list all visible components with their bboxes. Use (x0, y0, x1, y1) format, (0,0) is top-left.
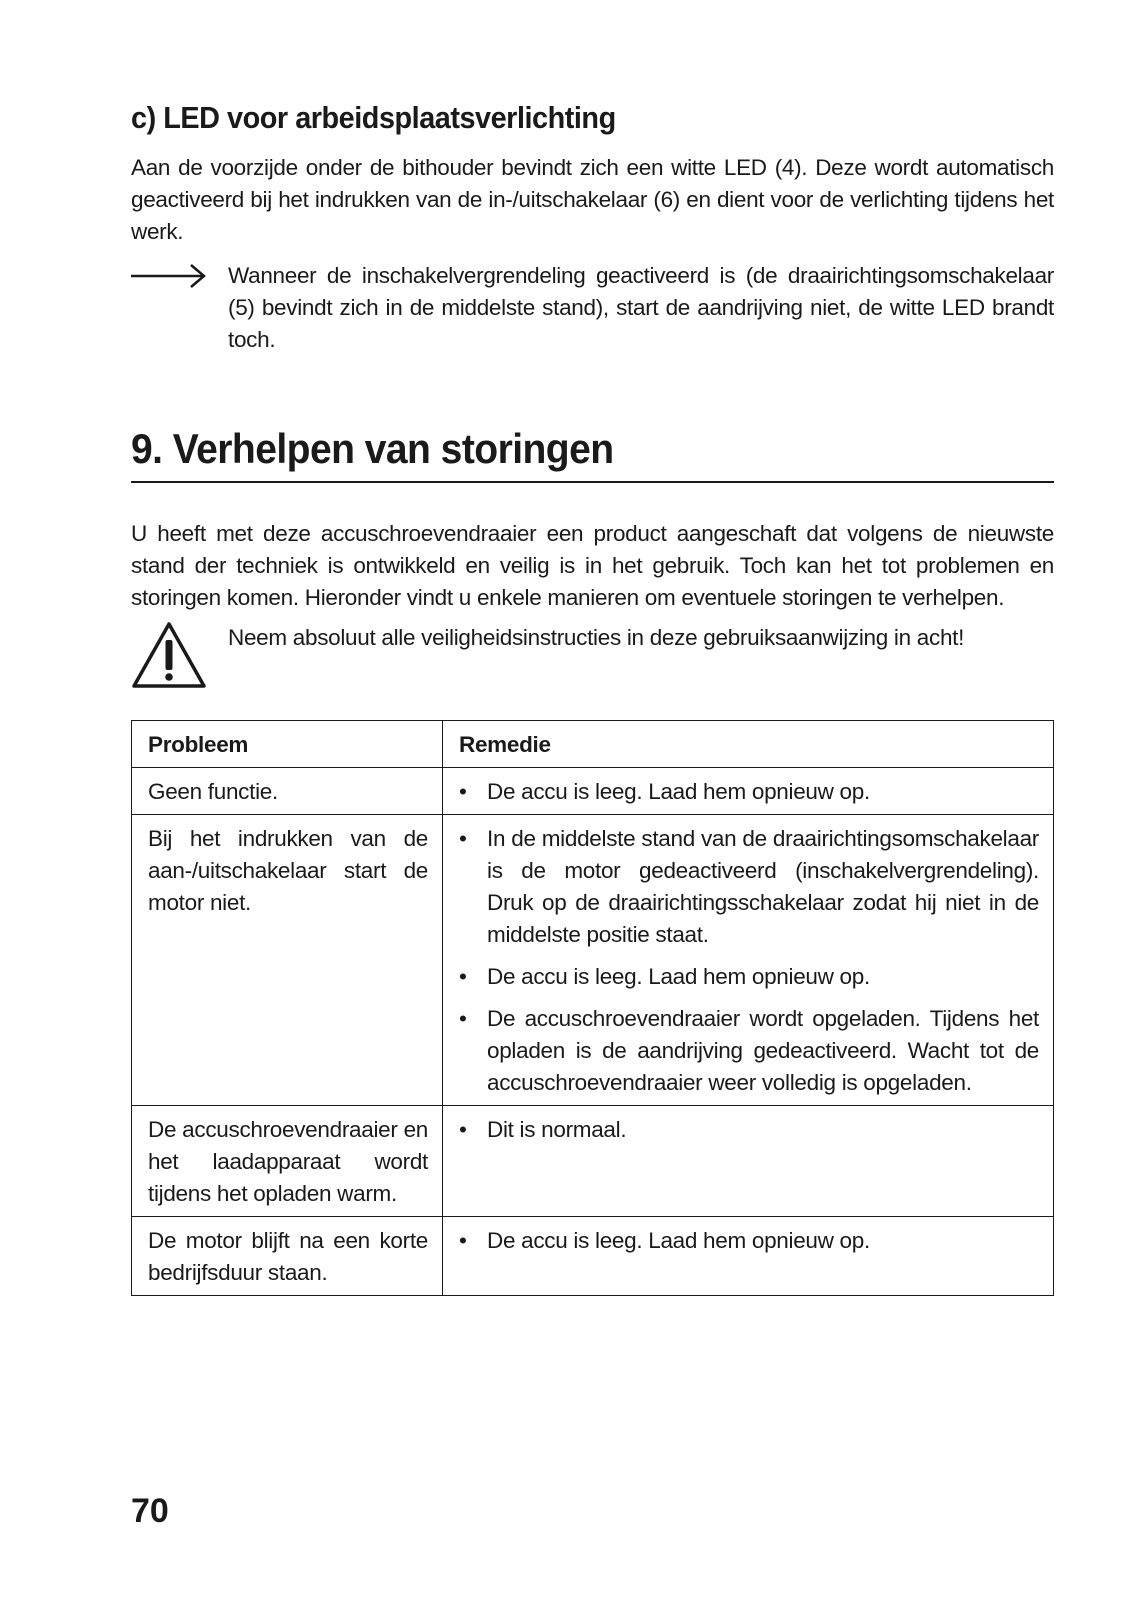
table-header-row (132, 721, 1054, 768)
column-header-remedy: Remedie (443, 721, 1054, 768)
remedy-item: • De accu is leeg. Laad hem opnieuw op. (459, 961, 1039, 993)
note-text: Wanneer de inschakelvergrendeling geactiveerd is (de draairichtingsomschakelaar (5) bevindt zich in de middelste stand), start de aandrijving niet, de witte LED brandt toch. (228, 263, 1054, 352)
remedy-list (459, 1225, 1039, 1257)
remedy-item: • Dit is normaal. (459, 1114, 1039, 1146)
problem-cell: Geen functie. (132, 768, 443, 815)
remedy-list (459, 776, 1039, 808)
section-9-intro: U heeft met deze accuschroevendraaier een product aangeschaft dat volgens de nieuwste stand der techniek is ontwikkeld en veilig is in het gebruik. Toch kan het tot problemen en storingen komen. Hieronder vindt u enkele manieren om eventuele storingen te verhelpen. (131, 521, 1054, 610)
problem-cell: Bij het indrukken van de aan-/uitschakelaar start de motor niet. (132, 815, 443, 1106)
section-c-paragraph: Aan de voorzijde onder de bithouder bevindt zich een witte LED (4). Deze wordt automatisch geactiveerd bij het indrukken van de in-/uitschakelaar (6) en dient voor de verlichting tijdens het werk. (131, 155, 1054, 244)
table-row (132, 768, 1054, 815)
warning-block (131, 620, 1054, 690)
section-9-heading (131, 425, 1054, 483)
problem-cell: De accuschroevendraaier en het laadapparaat wordt tijdens het opladen warm. (132, 1106, 443, 1217)
remedy-item: • De accu is leeg. Laad hem opnieuw op. (459, 776, 1039, 808)
table-row (132, 1106, 1054, 1217)
remedy-item: • In de middelste stand van de draairichtingsomschakelaar is de motor gedeactiveerd (inschakelvergrendeling). Druk op de draairichtingsschakelaar zodat hij niet in de middelste positie staat. (459, 823, 1039, 951)
column-header-problem: Probleem (132, 721, 443, 768)
section-9-heading-text: 9. Verhelpen van storingen (131, 425, 614, 472)
remedy-item: • De accu is leeg. Laad hem opnieuw op. (459, 1225, 1039, 1257)
page-number: 70 (131, 1492, 169, 1530)
remedy-list (459, 1114, 1039, 1146)
remedy-cell (443, 1106, 1054, 1217)
remedy-cell (443, 768, 1054, 815)
problem-cell: De motor blijft na een korte bedrijfsduur staan. (132, 1217, 443, 1296)
remedy-list (459, 823, 1039, 1099)
remedy-item: • De accuschroevendraaier wordt opgeladen. Tijdens het opladen is de aandrijving gedeactiveerd. Wacht tot de accuschroevendraaier weer volledig is opgeladen. (459, 1003, 1039, 1099)
remedy-cell (443, 1217, 1054, 1296)
section-c-heading: c) LED voor arbeidsplaatsverlichting (131, 100, 616, 135)
troubleshooting-table (131, 720, 1054, 1296)
arrow-right-icon (131, 264, 207, 288)
warning-text: Neem absoluut alle veiligheidsinstructies in deze gebruiksaanwijzing in acht! (228, 625, 965, 650)
warning-triangle-icon (131, 620, 207, 690)
table-row (132, 1217, 1054, 1296)
remedy-cell (443, 815, 1054, 1106)
table-row (132, 815, 1054, 1106)
